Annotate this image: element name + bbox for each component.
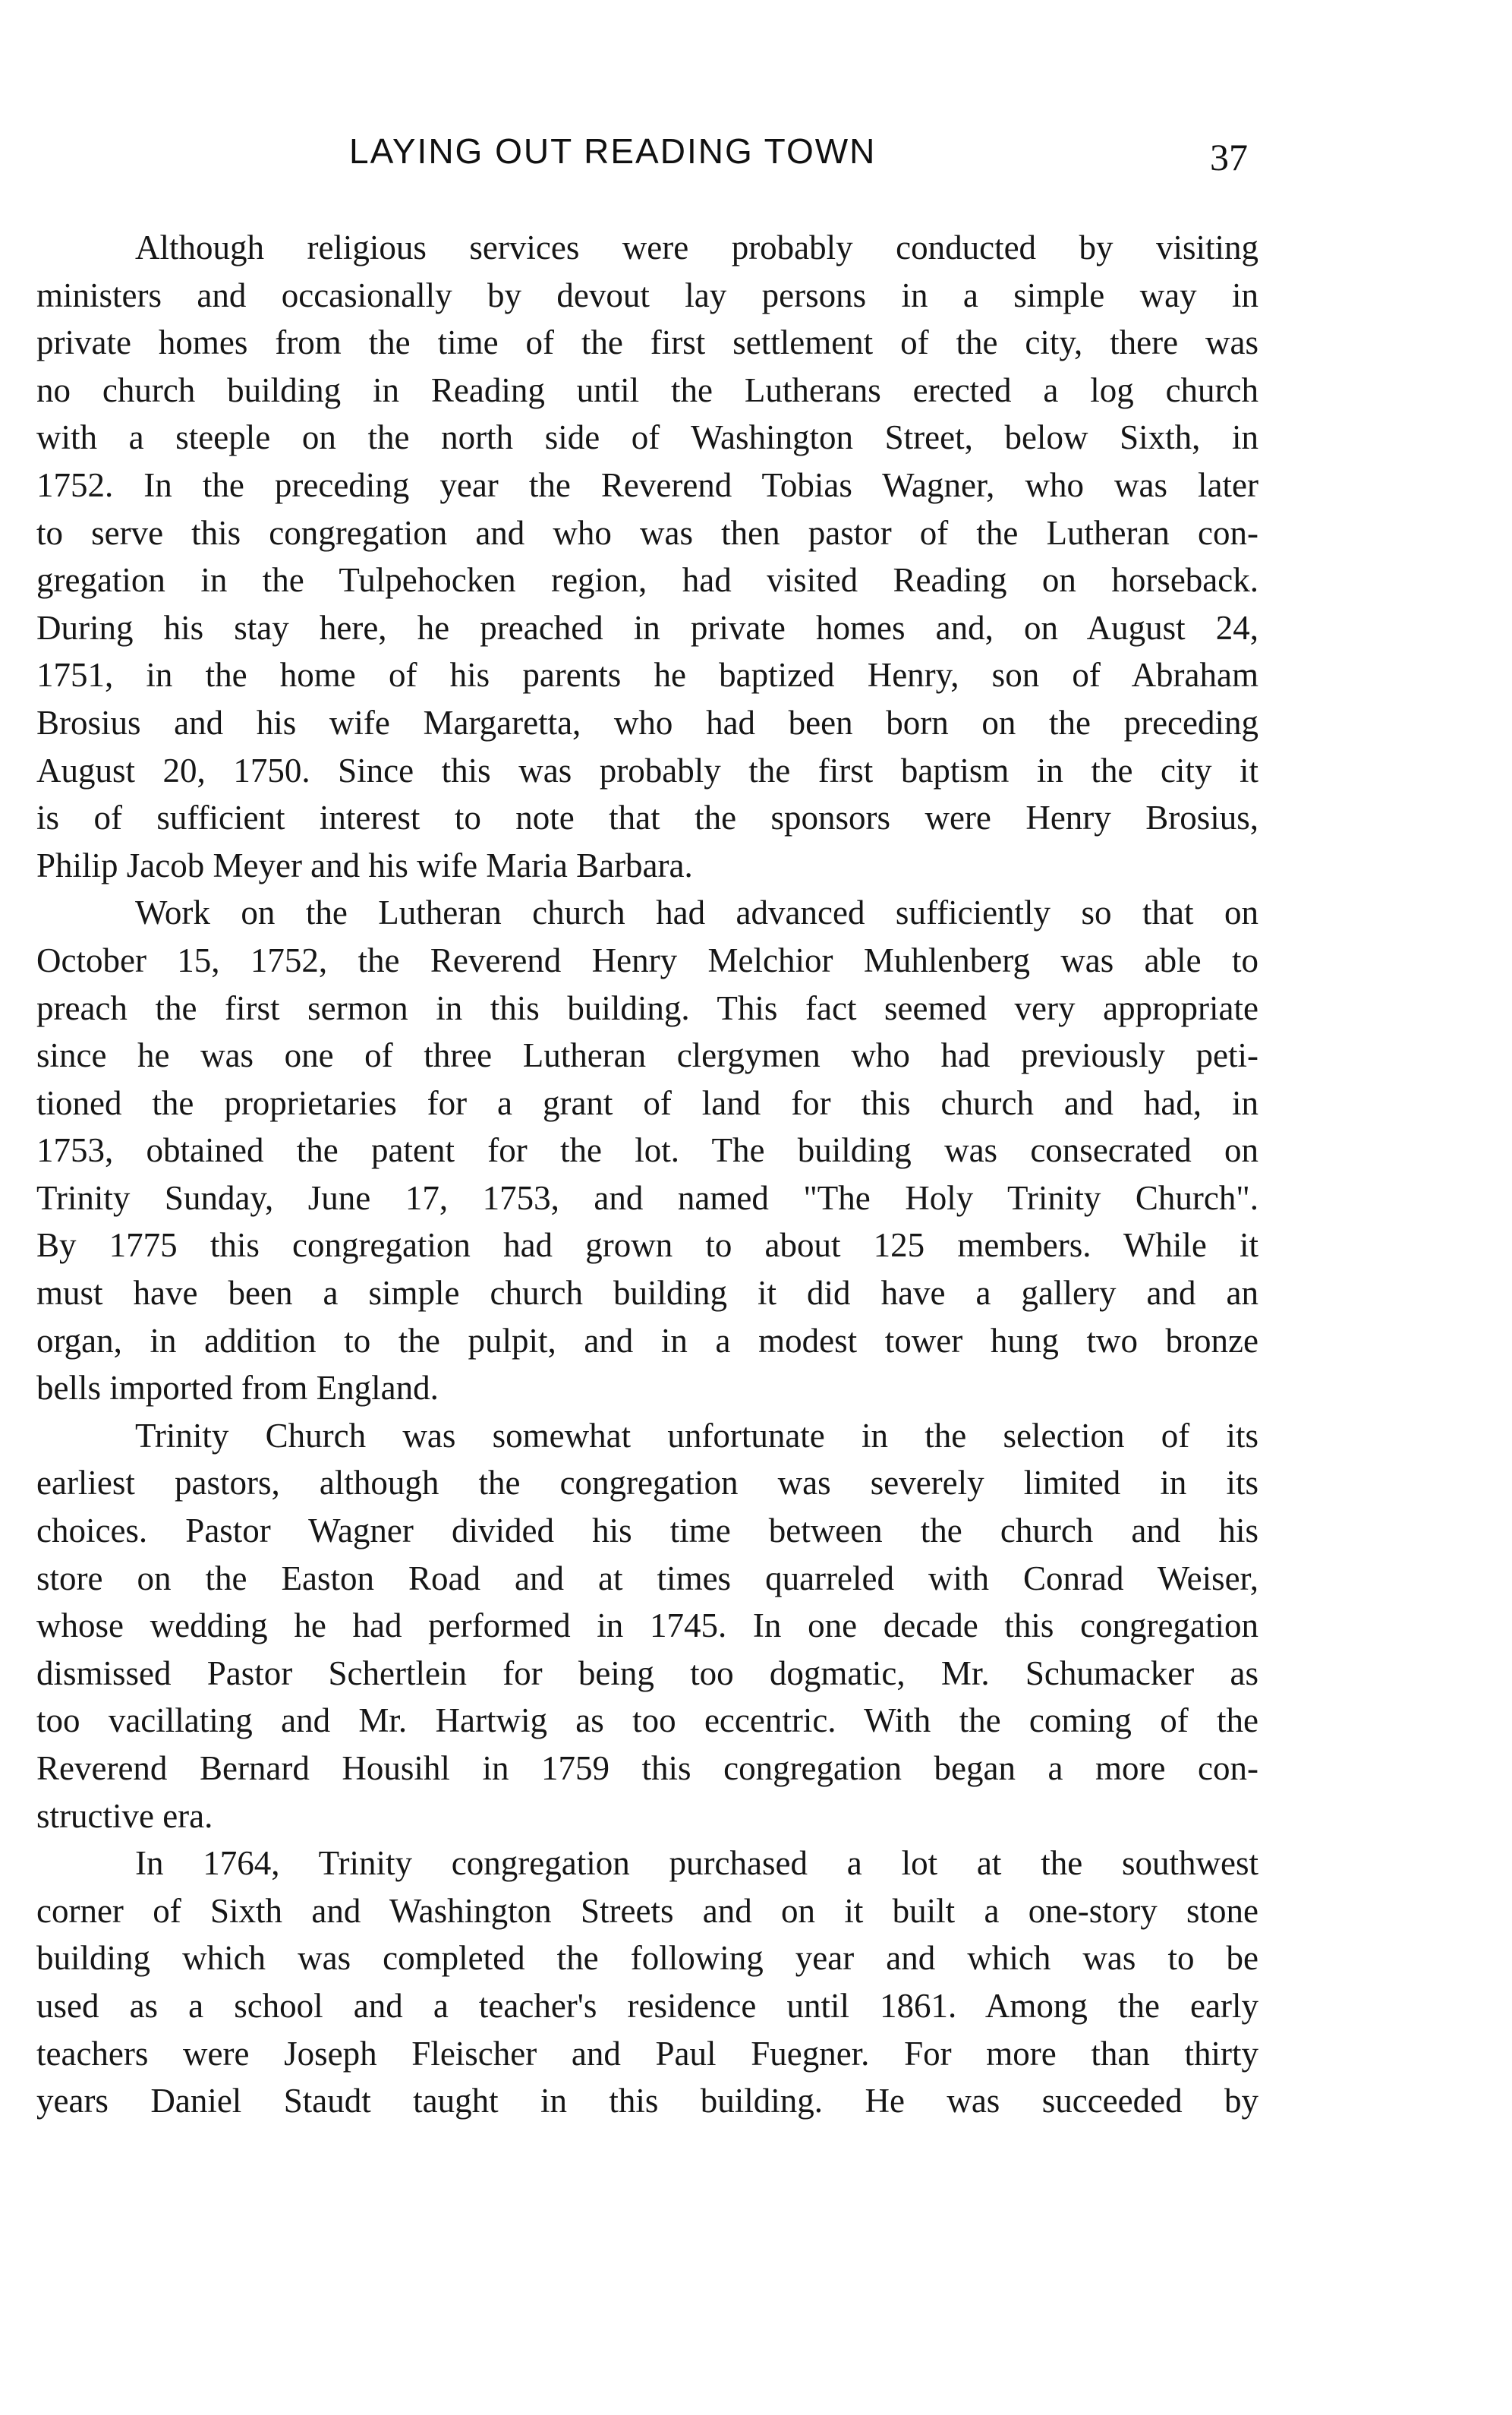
page-number: 37 bbox=[1210, 136, 1248, 178]
text-line: Brosius and his wife Margaretta, who had been born on the preceding bbox=[36, 703, 1258, 742]
text-line: choices. Pastor Wagner divided his time between the church and his bbox=[36, 1512, 1258, 1550]
text-line: 1751, in the home of his parents he baptized Henry, son of Abraham bbox=[36, 656, 1258, 695]
text-line: 1753, obtained the patent for the lot. The building was consecrated on bbox=[36, 1131, 1258, 1170]
text-line: earliest pastors, although the congregation was severely limited in its bbox=[36, 1464, 1258, 1502]
text-line: In 1764, Trinity congregation purchased a lot at the southwest bbox=[135, 1844, 1258, 1883]
text-line: gregation in the Tulpehocken region, had visited Reading on horseback. bbox=[36, 561, 1258, 600]
running-title: LAYING OUT READING TOWN bbox=[349, 131, 877, 171]
text-line: Although religious services were probably conducted by visiting bbox=[135, 229, 1258, 266]
paragraph-4 bbox=[36, 1840, 1258, 2125]
paragraph-1 bbox=[36, 224, 1258, 889]
text-line: Trinity Sunday, June 17, 1753, and named "The Holy Trinity Church". bbox=[36, 1178, 1258, 1217]
text-line: no church building in Reading until the Lutherans erected a log church bbox=[36, 370, 1258, 409]
text-line: preach the first sermon in this building. This fact seemed very appropriate bbox=[36, 988, 1258, 1027]
text-line: dismissed Pastor Schertlein for being too dogmatic, Mr. Schumacker as bbox=[36, 1654, 1258, 1692]
text-line: October 15, 1752, the Reverend Henry Melchior Muhlenberg was able to bbox=[36, 941, 1258, 979]
text-line: must have been a simple church building it did have a gallery and an bbox=[36, 1274, 1258, 1313]
text-line: Trinity Church was somewhat unfortunate in the selection of its bbox=[135, 1416, 1258, 1455]
text-line: with a steeple on the north side of Washington Street, below Sixth, in bbox=[36, 418, 1258, 457]
text-line: whose wedding he had performed in 1745. In one decade this congregation bbox=[36, 1606, 1258, 1645]
text-line: corner of Sixth and Washington Streets and on it built a one-story stone bbox=[36, 1891, 1258, 1930]
text-line: used as a school and a teacher's residence until 1861. Among the early bbox=[36, 1986, 1258, 2025]
text-line: 1752. In the preceding year the Reverend Tobias Wagner, who was later bbox=[36, 465, 1258, 504]
text-line: By 1775 this congregation had grown to about 125 members. While it bbox=[36, 1226, 1258, 1265]
text-line: is of sufficient interest to note that the sponsors were Henry Brosius, bbox=[36, 799, 1258, 837]
body-text bbox=[36, 224, 1258, 2125]
text-line: building which was completed the following year and which was to be bbox=[36, 1939, 1258, 1978]
text-line: During his stay here, he preached in private homes and, on August 24, bbox=[36, 608, 1258, 647]
text-line: ministers and occasionally by devout lay persons in a simple way in bbox=[36, 276, 1258, 314]
text-line: private homes from the time of the first settlement of the city, there was bbox=[36, 323, 1258, 362]
text-line: too vacillating and Mr. Hartwig as too eccentric. With the coming of the bbox=[36, 1701, 1258, 1740]
paragraph-2 bbox=[36, 889, 1258, 1412]
text-line: structive era. bbox=[36, 1796, 213, 1835]
text-line: Reverend Bernard Housihl in 1759 this congregation began a more con- bbox=[36, 1749, 1258, 1787]
text-line: Philip Jacob Meyer and his wife Maria Barbara. bbox=[36, 846, 693, 884]
text-line: years Daniel Staudt taught in this building. He was succeeded by bbox=[36, 2082, 1258, 2120]
text-line: bells imported from England. bbox=[36, 1369, 439, 1408]
text-line: store on the Easton Road and at times quarreled with Conrad Weiser, bbox=[36, 1559, 1258, 1597]
text-line: Work on the Lutheran church had advanced sufficiently so that on bbox=[135, 894, 1258, 932]
paragraph-3 bbox=[36, 1412, 1258, 1840]
text-line: tioned the proprietaries for a grant of land for this church and had, in bbox=[36, 1083, 1258, 1122]
text-line: August 20, 1750. Since this was probably the first baptism in the city it bbox=[36, 751, 1258, 790]
text-line: organ, in addition to the pulpit, and in a modest tower hung two bronze bbox=[36, 1321, 1258, 1360]
text-line: since he was one of three Lutheran clergymen who had previously peti- bbox=[36, 1036, 1258, 1075]
text-line: teachers were Joseph Fleischer and Paul Fuegner. For more than thirty bbox=[36, 2034, 1258, 2073]
text-line: to serve this congregation and who was then pastor of the Lutheran con- bbox=[36, 513, 1258, 552]
